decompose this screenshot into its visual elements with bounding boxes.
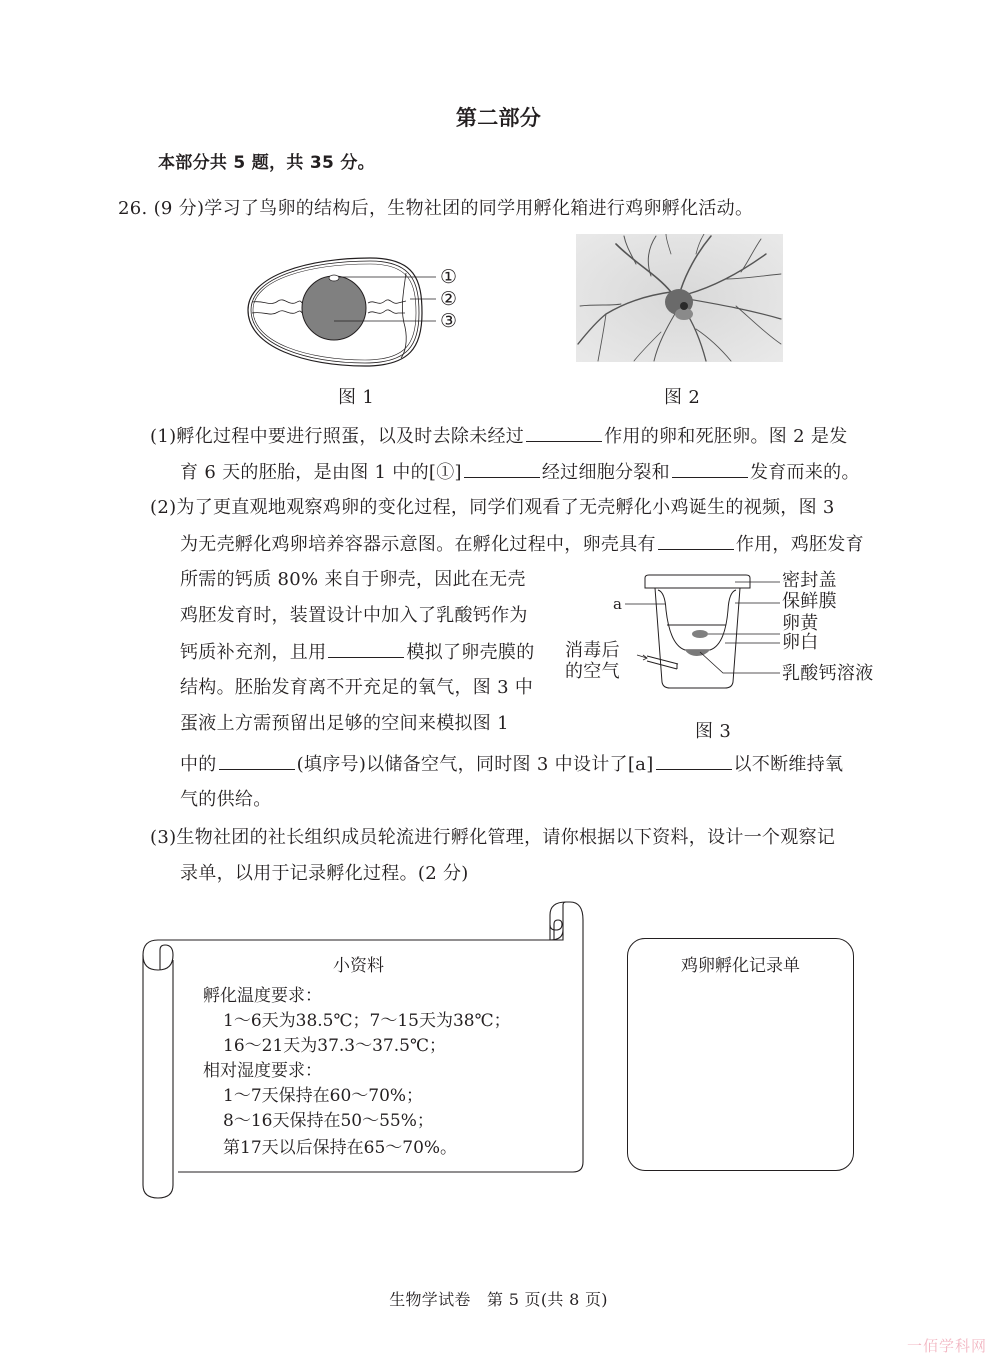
part1-text-b: 作用的卵和死胚卵。图 2 是发 [604, 426, 848, 447]
answer-blank-2[interactable] [464, 461, 540, 478]
figure-3-container-diagram [615, 570, 790, 695]
part1-line2 [180, 461, 860, 484]
part1-number: (1) [150, 426, 177, 447]
question-stem [118, 198, 753, 220]
part1-text-e: 发育而来的。 [749, 462, 860, 483]
fig1-label-3: ③ [440, 310, 458, 332]
plastic-film [658, 590, 736, 650]
info-line-temp-1: 1～6天为38.5℃；7～15天为38℃； [223, 1011, 511, 1031]
fig3-label-air-2: 的空气 [565, 661, 620, 682]
part2-text-8a: 中的 [180, 754, 217, 775]
part3-line2: 录单，以用于记录孵化过程。(2 分) [180, 863, 469, 884]
info-line-temp-heading: 孵化温度要求： [203, 986, 322, 1006]
part1-line1 [150, 425, 848, 448]
answer-blank-5[interactable] [328, 641, 404, 658]
answer-blank-6[interactable] [219, 753, 295, 770]
figure-2-embryo-photo [576, 234, 783, 362]
answer-blank-1[interactable] [526, 425, 602, 442]
fig3-label-lid: 密封盖 [782, 570, 837, 591]
air-chamber-line [401, 273, 406, 358]
fig3-label-calcium: 乳酸钙溶液 [782, 663, 874, 684]
part3-line1 [150, 827, 835, 849]
fig3-label-a: a [613, 595, 623, 613]
figure-1-egg-diagram [240, 255, 470, 370]
question-number: 26. [118, 198, 148, 219]
part3-number: (3) [150, 827, 177, 848]
sealing-lid [645, 575, 750, 588]
part2-number: (2) [150, 497, 177, 518]
fig2-caption: 图 2 [664, 387, 701, 408]
fig1-label-1: ① [440, 266, 458, 288]
part2-text-5a: 钙质补充剂，且用 [180, 642, 327, 663]
answer-blank-7[interactable] [656, 753, 732, 770]
part2-text-8c: 以不断维持氧 [733, 754, 844, 775]
part2-line4: 鸡胚发育时，装置设计中加入了乳酸钙作为 [180, 605, 528, 626]
info-line-humidity-1: 1～7天保持在60～70%； [223, 1086, 424, 1106]
part3-text-1: 生物社团的社长组织成员轮流进行孵化管理，请你根据以下资料，设计一个观察记 [176, 827, 836, 848]
info-line-temp-2: 16～21天为37.3～37.5℃； [223, 1036, 446, 1056]
section-title: 第二部分 [455, 106, 542, 130]
fig3-label-film: 保鲜膜 [782, 591, 837, 612]
chalaza-left [252, 300, 302, 304]
fig3-label-air-1: 消毒后 [565, 640, 620, 661]
fig3-label-yolk: 卵黄 [782, 613, 819, 634]
calcium-lactate-solution [685, 650, 710, 656]
chalaza-right [368, 300, 406, 303]
part2-line1 [150, 497, 835, 519]
info-line-humidity-2: 8～16天保持在50～55%； [223, 1111, 434, 1131]
part2-line9: 气的供给。 [180, 789, 272, 810]
fig1-label-2: ② [440, 288, 458, 310]
fig3-label-white: 卵白 [782, 632, 819, 653]
info-scroll-title: 小资料 [333, 956, 384, 976]
yolk [302, 276, 366, 340]
part2-text-8b: (填序号)以储备空气，同时图 3 中设计了[a] [296, 754, 654, 775]
fig1-caption: 图 1 [338, 387, 375, 408]
part1-text-a: 孵化过程中要进行照蛋，以及时去除未经过 [176, 426, 525, 447]
part2-text-1: 为了更直观地观察鸡卵的变化过程，同学们观看了无壳孵化小鸡诞生的视频，图 3 [176, 497, 835, 518]
page-footer: 生物学试卷 第 5 页(共 8 页) [389, 1290, 608, 1309]
record-sheet-title: 鸡卵孵化记录单 [681, 956, 800, 976]
question-stem-text: (9 分)学习了鸟卵的结构后，生物社团的同学用孵化箱进行鸡卵孵化活动。 [153, 198, 754, 219]
watermark: 一佰学科网 [906, 1337, 987, 1355]
part1-text-c: 育 6 天的胚胎，是由图 1 中的[①] [180, 462, 462, 483]
part2-line5 [180, 641, 535, 664]
answer-blank-3[interactable] [672, 461, 748, 478]
record-sheet-box[interactable] [627, 938, 854, 1171]
chalaza-right-2 [368, 310, 405, 313]
air-tube-upper [647, 656, 678, 664]
fig3-caption: 图 3 [695, 721, 732, 742]
answer-blank-4[interactable] [658, 533, 734, 550]
part2-text-2a: 为无壳孵化鸡卵培养容器示意图。在孵化过程中，卵壳具有 [180, 534, 656, 555]
part2-text-2b: 作用，鸡胚发育 [735, 534, 864, 555]
germinal-disc [329, 275, 339, 281]
part2-line8 [180, 753, 843, 776]
part2-line3: 所需的钙质 80% 来自于卵壳，因此在无壳 [180, 569, 526, 590]
info-line-humidity-3: 第17天以后保持在65～70%。 [223, 1138, 458, 1158]
section-intro: 本部分共 5 题，共 35 分。 [158, 153, 375, 173]
part2-text-5b: 模拟了卵壳膜的 [406, 642, 535, 663]
info-line-humidity-heading: 相对湿度要求： [203, 1061, 322, 1081]
yolk-fig3 [692, 630, 708, 638]
chalaza-left-2 [252, 311, 302, 314]
part2-line2 [180, 533, 864, 556]
embryo-eye [680, 302, 688, 310]
part2-line6: 结构。胚胎发育离不开充足的氧气，图 3 中 [180, 677, 534, 698]
part2-line7: 蛋液上方需预留出足够的空间来模拟图 1 [180, 713, 509, 734]
part1-text-d: 经过细胞分裂和 [541, 462, 670, 483]
